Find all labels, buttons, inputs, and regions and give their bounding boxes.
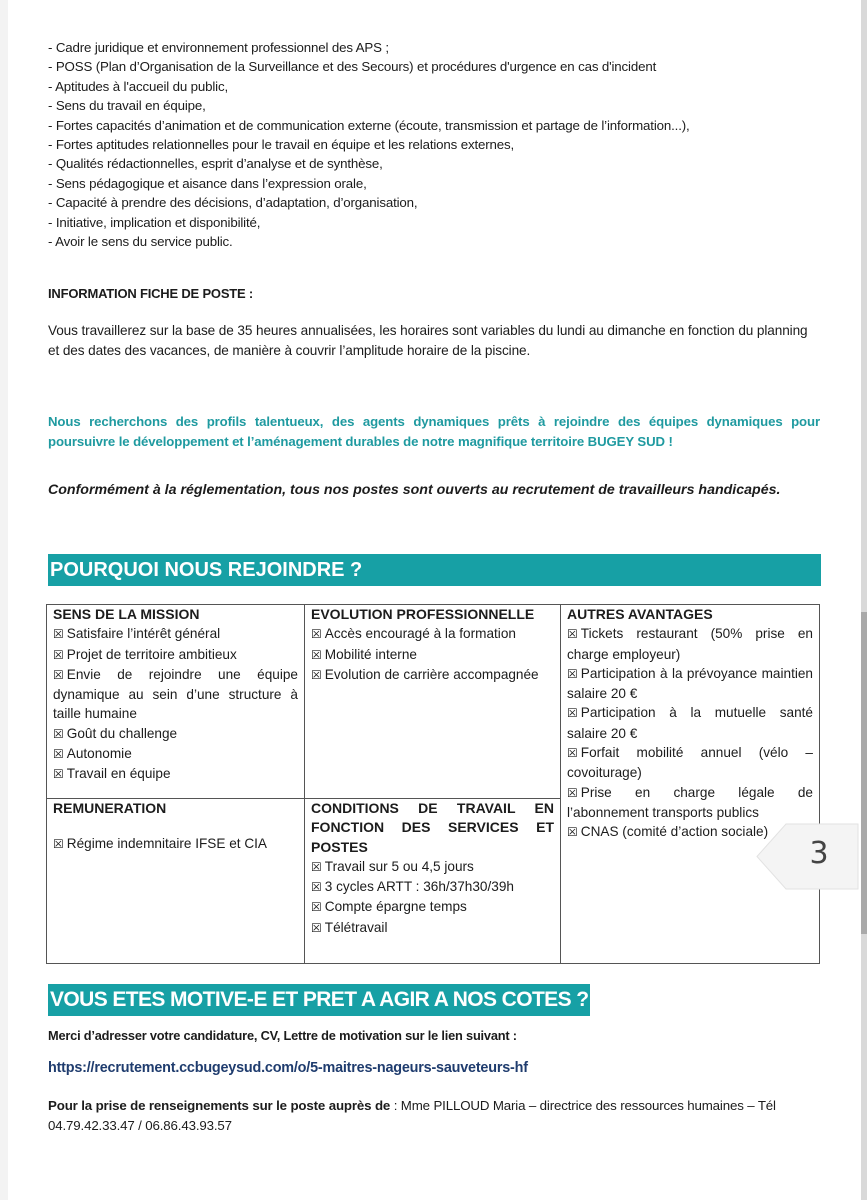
- mission-item: ☒ Autonomie: [53, 746, 132, 762]
- checkbox-checked-icon: ☒: [567, 746, 578, 761]
- scrollbar-thumb[interactable]: [861, 612, 867, 934]
- conditions-cell: [305, 799, 561, 964]
- remuneration-cell: [47, 799, 305, 964]
- condition-item: ☒ Compte épargne temps: [311, 899, 467, 915]
- checkbox-checked-icon: ☒: [311, 627, 322, 642]
- section-heading-apply: VOUS ETES MOTIVE-E ET PRET A AGIR A NOS COTES ?: [48, 984, 590, 1016]
- skill-item: - POSS (Plan d’Organisation de la Surveillance et des Secours) et procédures d'urgence en cas d'incident: [48, 59, 657, 75]
- skills-list: [48, 38, 690, 251]
- skill-item: - Cadre juridique et environnement professionnel des APS ;: [48, 40, 389, 55]
- checkbox-checked-icon: ☒: [567, 706, 578, 721]
- section-heading-why-join: POURQUOI NOUS REJOINDRE ?: [48, 554, 821, 586]
- benefits-table: [46, 604, 820, 964]
- checkbox-checked-icon: ☒: [53, 627, 64, 642]
- checkbox-checked-icon: ☒: [53, 747, 64, 762]
- mission-item: ☒ Projet de territoire ambitieux: [53, 646, 237, 662]
- evolution-cell: [305, 605, 561, 799]
- info-paragraph: Vous travaillerez sur la base de 35 heures annualisées, les horaires sont variables du lundi au dimanche en fonction du planning et des dates des vacances, de manière à couvrir l’amplitude horaire de la piscine.: [48, 323, 808, 358]
- advantage-item: ☒ Prise en charge légale de l’abonnement transports publics: [567, 784, 813, 820]
- checkbox-checked-icon: ☒: [53, 767, 64, 782]
- conditions-title: CONDITIONS DE TRAVAIL EN FONCTION DES SERVICES ET POSTES: [311, 800, 554, 855]
- checkbox-checked-icon: ☒: [567, 627, 578, 642]
- skill-item: - Avoir le sens du service public.: [48, 234, 233, 250]
- checkbox-checked-icon: ☒: [311, 667, 322, 682]
- contact-label: Pour la prise de renseignements sur le poste auprès de: [48, 1098, 391, 1113]
- mission-item: ☒ Travail en équipe: [53, 766, 171, 782]
- checkbox-checked-icon: ☒: [567, 825, 578, 840]
- page-number-indicator[interactable]: [756, 823, 859, 890]
- checkbox-checked-icon: ☒: [567, 785, 578, 800]
- remuneration-title: REMUNERATION: [53, 800, 167, 816]
- left-gutter: [0, 0, 8, 1200]
- checkbox-checked-icon: ☒: [311, 859, 322, 874]
- condition-item: ☒ 3 cycles ARTT : 36h/37h30/39h: [311, 879, 514, 895]
- checkbox-checked-icon: ☒: [53, 647, 64, 662]
- checkbox-checked-icon: ☒: [311, 647, 322, 662]
- checkbox-checked-icon: ☒: [311, 920, 322, 935]
- skill-item: - Qualités rédactionnelles, esprit d’analyse et de synthèse,: [48, 156, 383, 172]
- condition-item: ☒ Travail sur 5 ou 4,5 jours: [311, 858, 474, 874]
- skill-item: - Aptitudes à l'accueil du public,: [48, 78, 229, 94]
- evolution-item: ☒ Evolution de carrière accompagnée: [311, 666, 539, 682]
- mission-item: ☒ Goût du challenge: [53, 725, 178, 741]
- advantage-item: ☒ CNAS (comité d’action sociale): [567, 824, 769, 840]
- handicap-paragraph: Conformément à la réglementation, tous nos postes sont ouverts au recrutement de travailleurs handicapés.: [48, 482, 781, 498]
- contact-paragraph: [48, 1096, 820, 1136]
- skill-item: - Capacité à prendre des décisions, d’adaptation, d’organisation,: [48, 195, 418, 211]
- mission-title: SENS DE LA MISSION: [53, 606, 200, 622]
- evolution-item: ☒ Accès encouragé à la formation: [311, 626, 516, 642]
- evolution-title: EVOLUTION PROFESSIONNELLE: [311, 606, 535, 622]
- mission-cell: [47, 605, 305, 799]
- skill-item: - Sens du travail en équipe,: [48, 98, 206, 114]
- info-heading: INFORMATION FICHE DE POSTE :: [48, 286, 254, 301]
- evolution-item: ☒ Mobilité interne: [311, 646, 417, 662]
- skill-item: - Initiative, implication et disponibilité,: [48, 214, 261, 230]
- advantages-title: AUTRES AVANTAGES: [567, 606, 713, 622]
- apply-intro: Merci d’adresser votre candidature, CV, Lettre de motivation sur le lien suivant :: [48, 1028, 517, 1043]
- advantage-item: ☒ Forfait mobilité annuel (vélo – covoiturage): [567, 745, 813, 781]
- checkbox-checked-icon: ☒: [567, 666, 578, 681]
- advantages-cell: [561, 605, 820, 964]
- mission-item: ☒ Satisfaire l’intérêt général: [53, 626, 221, 642]
- page-number: 3: [809, 836, 829, 871]
- skill-item: - Fortes capacités d’animation et de communication externe (écoute, transmission et partage de l’information...),: [48, 117, 690, 133]
- mission-item: ☒ Envie de rejoindre une équipe dynamique au sein d’une structure à taille humaine: [53, 666, 298, 722]
- checkbox-checked-icon: ☒: [311, 900, 322, 915]
- checkbox-checked-icon: ☒: [53, 667, 64, 682]
- skill-item: - Fortes aptitudes relationnelles pour le travail en équipe et les relations externes,: [48, 137, 515, 153]
- recruit-paragraph: Nous recherchons des profils talentueux, des agents dynamiques prêts à rejoindre des équipes dynamiques pour poursuivre le développement et l’aménagement durables de notre magnifique territoire BUGEY SUD !: [48, 414, 820, 449]
- advantage-item: ☒ Tickets restaurant (50% prise en charge employeur): [567, 626, 813, 662]
- condition-item: ☒ Télétravail: [311, 919, 388, 935]
- contact-details: : Mme PILLOUD Maria – directrice des ressources humaines – Tél 04.79.42.33.47 / 06.86.43.93.57: [48, 1098, 776, 1133]
- advantage-item: ☒ Participation à la mutuelle santé salaire 20 €: [567, 705, 813, 741]
- checkbox-checked-icon: ☒: [53, 726, 64, 741]
- advantage-item: ☒ Participation à la prévoyance maintien salaire 20 €: [567, 665, 813, 702]
- scrollbar-track[interactable]: [861, 0, 867, 1200]
- checkbox-checked-icon: ☒: [311, 880, 322, 895]
- application-link[interactable]: https://recrutement.ccbugeysud.com/o/5-maitres-nageurs-sauveteurs-hf: [48, 1060, 528, 1076]
- skill-item: - Sens pédagogique et aisance dans l’expression orale,: [48, 175, 367, 191]
- checkbox-checked-icon: ☒: [53, 837, 64, 852]
- remuneration-item: ☒ Régime indemnitaire IFSE et CIA: [53, 836, 267, 852]
